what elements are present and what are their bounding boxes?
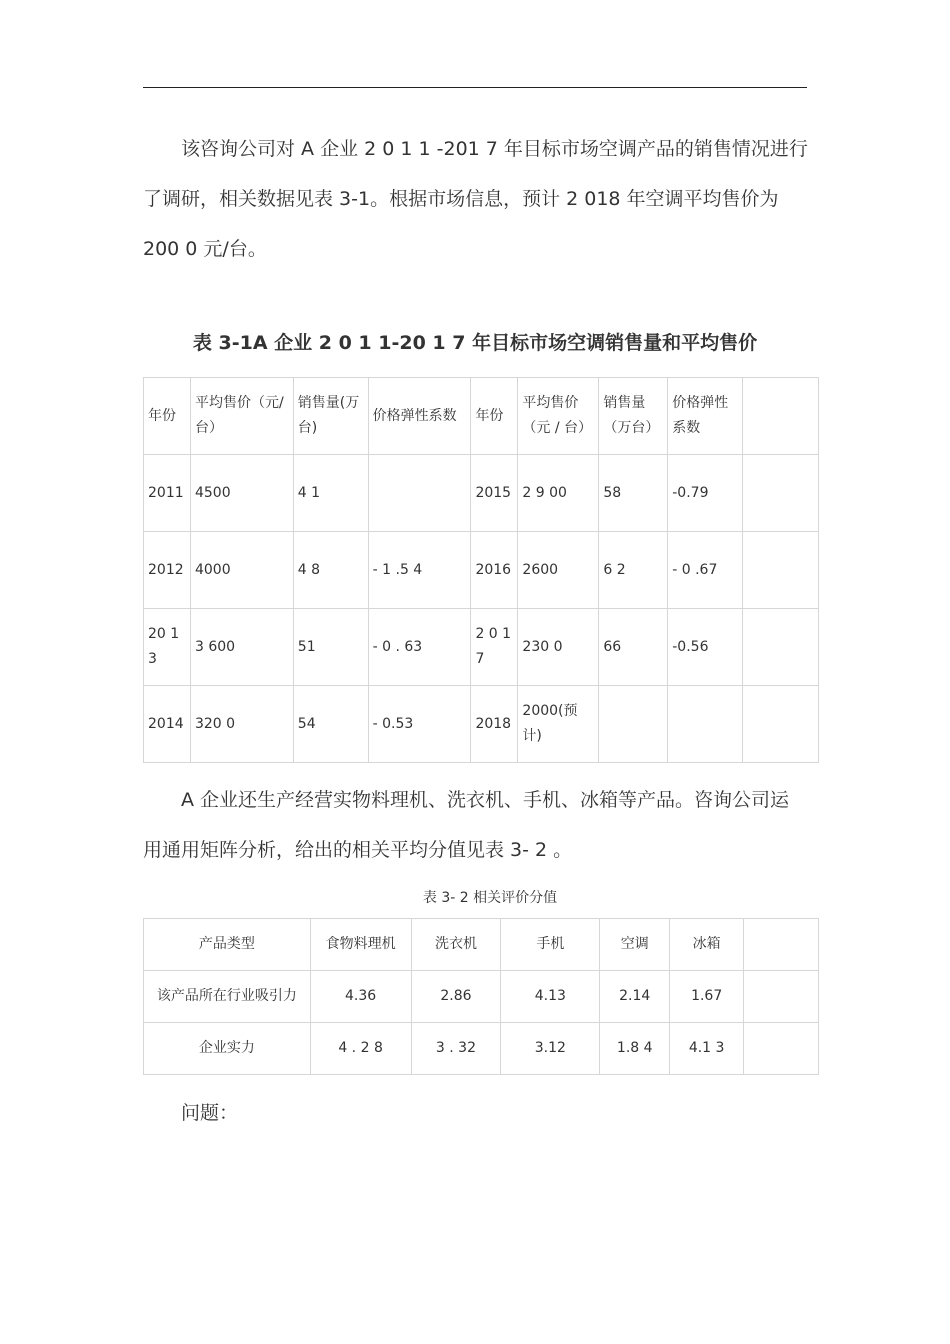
intro-line-3: 200 0 元/台。: [143, 238, 267, 260]
table-cell: 2 0 1 7: [471, 609, 518, 686]
header-cell: [744, 919, 819, 971]
table-header-row: [144, 378, 819, 455]
table-cell: - 0 . 63: [368, 609, 471, 686]
question-label: 问题：: [181, 1102, 239, 1124]
table-cell: -0.79: [668, 455, 743, 532]
header-cell: 平均售价（元/台）: [190, 378, 293, 455]
table-cell: 2018: [471, 686, 518, 763]
intro-paragraph: [143, 124, 807, 274]
table-cell: 3 600: [190, 609, 293, 686]
table-cell: 54: [293, 686, 368, 763]
table-cell: [668, 686, 743, 763]
table-cell: 2016: [471, 532, 518, 609]
table-cell: 4 8: [293, 532, 368, 609]
table-cell: 4 . 2 8: [310, 1023, 411, 1075]
middle-paragraph: [143, 775, 807, 875]
table-cell: [743, 686, 819, 763]
table-cell: 2600: [518, 532, 599, 609]
header-cell: 价格弹性系数: [668, 378, 743, 455]
table-cell: 4 1: [293, 455, 368, 532]
table-cell: 2.86: [411, 971, 501, 1023]
table-cell: 2012: [144, 532, 191, 609]
table-cell: 2000(预计): [518, 686, 599, 763]
table-cell: 2.14: [600, 971, 670, 1023]
header-cell: 空调: [600, 919, 670, 971]
table-cell: 3.12: [501, 1023, 600, 1075]
table-cell: - 1 .5 4: [368, 532, 471, 609]
middle-line-1: A 企业还生产经营实物料理机、洗衣机、手机、冰箱等产品。咨询公司运: [181, 789, 790, 811]
header-cell: 销售量（万台）: [599, 378, 668, 455]
table-cell: [743, 455, 819, 532]
table-cell: [743, 532, 819, 609]
table-cell: 20 1 3: [144, 609, 191, 686]
table-cell: - 0.53: [368, 686, 471, 763]
sales-table: [143, 377, 819, 763]
table-row: [144, 609, 819, 686]
table-cell: 51: [293, 609, 368, 686]
intro-line-1: 该咨询公司对 A 企业 2 0 1 1 -201 7 年目标市场空调产品的销售情况进行: [181, 138, 808, 160]
header-cell: 冰箱: [670, 919, 744, 971]
table-cell: 320 0: [190, 686, 293, 763]
header-cell: [743, 378, 819, 455]
table-row: [144, 686, 819, 763]
table-cell: 6 2: [599, 532, 668, 609]
table2-title: 表 3- 2 相关评价分值: [422, 890, 558, 906]
header-cell: 年份: [144, 378, 191, 455]
header-cell: 销售量(万台): [293, 378, 368, 455]
table-cell: [743, 609, 819, 686]
table-cell: [368, 455, 471, 532]
table-cell: 1.8 4: [600, 1023, 670, 1075]
header-cell: 平均售价（元 / 台）: [518, 378, 599, 455]
table-cell: [599, 686, 668, 763]
table-cell: 4.36: [310, 971, 411, 1023]
header-cell: 年份: [471, 378, 518, 455]
table-row: [144, 532, 819, 609]
table-cell: 2011: [144, 455, 191, 532]
table-cell: 2015: [471, 455, 518, 532]
table-row: [144, 455, 819, 532]
table-cell: 企业实力: [144, 1023, 311, 1075]
score-table: [143, 918, 819, 1075]
table-cell: 4000: [190, 532, 293, 609]
table-cell: 66: [599, 609, 668, 686]
header-cell: 手机: [501, 919, 600, 971]
table-cell: 4.1 3: [670, 1023, 744, 1075]
table-cell: 1.67: [670, 971, 744, 1023]
header-cell: 食物料理机: [310, 919, 411, 971]
table-cell: [744, 1023, 819, 1075]
table-header-row: [144, 919, 819, 971]
intro-line-2: 了调研，相关数据见表 3-1。根据市场信息，预计 2 018 年空调平均售价为: [143, 188, 779, 210]
table-cell: 2014: [144, 686, 191, 763]
table-cell: 4500: [190, 455, 293, 532]
table-cell: 4.13: [501, 971, 600, 1023]
middle-line-2: 用通用矩阵分析，给出的相关平均分值见表 3- 2 。: [143, 839, 573, 861]
header-cell: 洗衣机: [411, 919, 501, 971]
table-cell: -0.56: [668, 609, 743, 686]
table-cell: 2 9 00: [518, 455, 599, 532]
table-cell: 230 0: [518, 609, 599, 686]
table-cell: 3 . 32: [411, 1023, 501, 1075]
header-rule: [143, 87, 807, 88]
table-row: [144, 1023, 819, 1075]
table-row: [144, 971, 819, 1023]
table-cell: 该产品所在行业吸引力: [144, 971, 311, 1023]
table-cell: [744, 971, 819, 1023]
header-cell: 产品类型: [144, 919, 311, 971]
table-cell: - 0 .67: [668, 532, 743, 609]
header-cell: 价格弹性系数: [368, 378, 471, 455]
table1-title: 表 3-1A 企业 2 0 1 1-20 1 7 年目标市场空调销售量和平均售价: [192, 332, 758, 354]
table-cell: 58: [599, 455, 668, 532]
